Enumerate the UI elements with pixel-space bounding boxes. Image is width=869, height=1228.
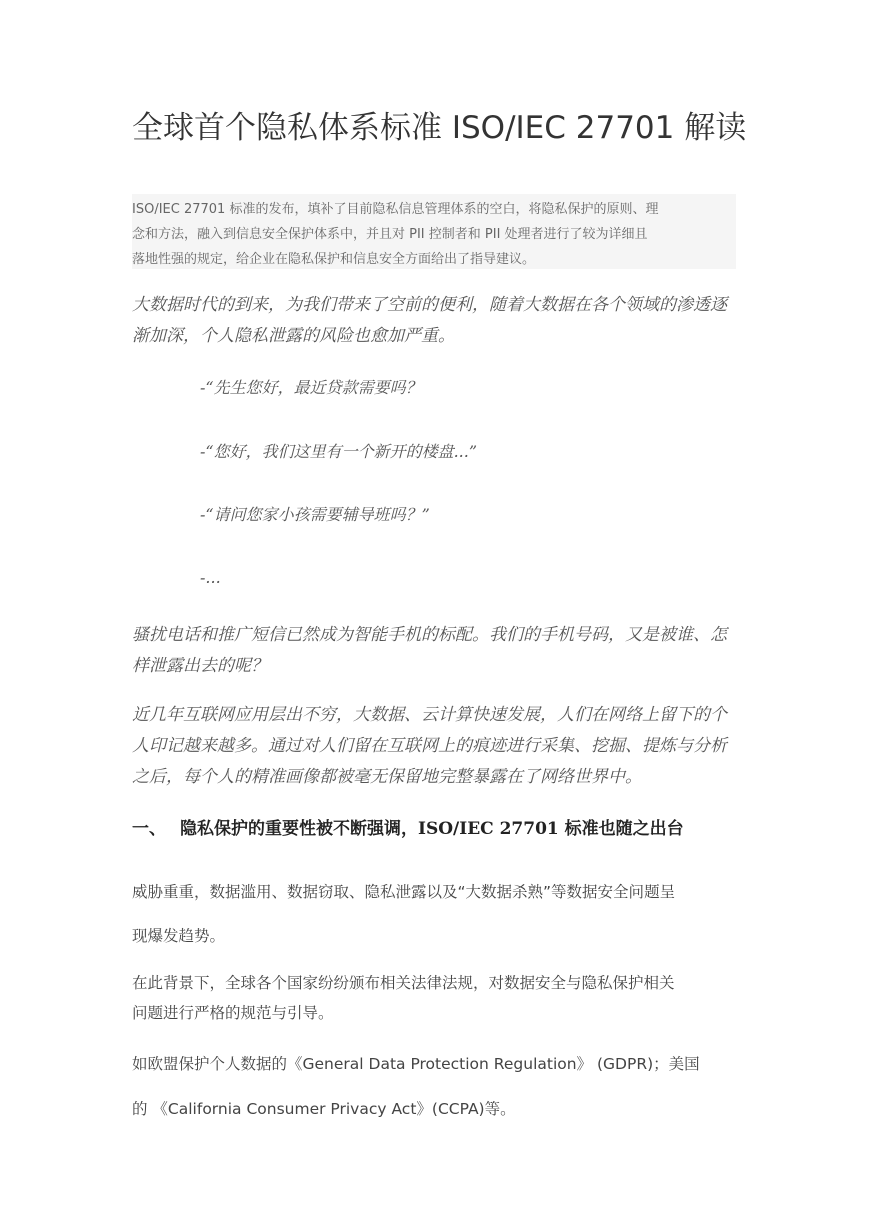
section-heading (132, 815, 738, 843)
paragraph-line: 之后，每个人的精准画像都被毫无保留地完整暴露在了网络世界中。 (132, 767, 642, 787)
abstract-line: 落地性强的规定，给企业在隐私保护和信息安全方面给出了指导建议。 (132, 252, 536, 267)
section-number: 一、 (132, 819, 166, 839)
paragraph-regulations (132, 1042, 738, 1132)
paragraph-line: 的 《California Consumer Privacy Act》(CCPA)等。 (132, 1100, 516, 1118)
abstract-line: ISO/IEC 27701 标准的发布，填补了目前隐私信息管理体系的空白，将隐私保护的原则、理 (132, 202, 659, 217)
article-abstract (132, 194, 736, 269)
paragraph-line: 威胁重重，数据滥用、数据窃取、隐私泄露以及“大数据杀熟”等数据安全问题呈 (132, 883, 676, 901)
quote-line: -“您好，我们这里有一个新开的楼盘...” (200, 442, 478, 461)
paragraph-line: 样泄露出去的呢？ (132, 656, 268, 676)
paragraph-line: 如欧盟保护个人数据的《General Data Protection Regulation》 (GDPR)；美国 (132, 1055, 700, 1073)
abstract-line: 念和方法，融入到信息安全保护体系中，并且对 PII 控制者和 PII 处理者进行了较为详细且 (132, 227, 648, 242)
paragraph-line: 问题进行严格的规范与引导。 (132, 1004, 334, 1022)
quote-line: -“请问您家小孩需要辅导班吗？” (200, 505, 430, 524)
article-title: 全球首个隐私体系标准 ISO/IEC 27701 解读 (132, 110, 747, 146)
paragraph-threats (132, 870, 738, 958)
section-title: 隐私保护的重要性被不断强调，ISO/IEC 27701 标准也随之出台 (180, 819, 684, 839)
intro-paragraph (132, 290, 738, 352)
paragraph-line: 大数据时代的到来，为我们带来了空前的便利，随着大数据在各个领域的渗透逐 (132, 295, 727, 315)
paragraph-line: 近几年互联网应用层出不穷，大数据、云计算快速发展，人们在网络上留下的个 (132, 705, 727, 725)
paragraph-internet (132, 700, 738, 793)
paragraph-line: 骚扰电话和推广短信已然成为智能手机的标配。我们的手机号码，又是被谁、怎 (132, 625, 727, 645)
quote-line: -“先生您好，最近贷款需要吗？ (200, 378, 422, 397)
paragraph-line: 现爆发趋势。 (132, 927, 226, 945)
paragraph-background (132, 968, 738, 1028)
paragraph-line: 渐加深，个人隐私泄露的风险也愈加严重。 (132, 326, 455, 346)
paragraph-line: 人印记越来越多。通过对人们留在互联网上的痕迹进行采集、挖掘、提炼与分析 (132, 736, 727, 756)
quote-line: -... (200, 568, 221, 587)
paragraph-spam (132, 620, 738, 682)
paragraph-line: 在此背景下，全球各个国家纷纷颁布相关法律法规，对数据安全与隐私保护相关 (132, 974, 675, 992)
